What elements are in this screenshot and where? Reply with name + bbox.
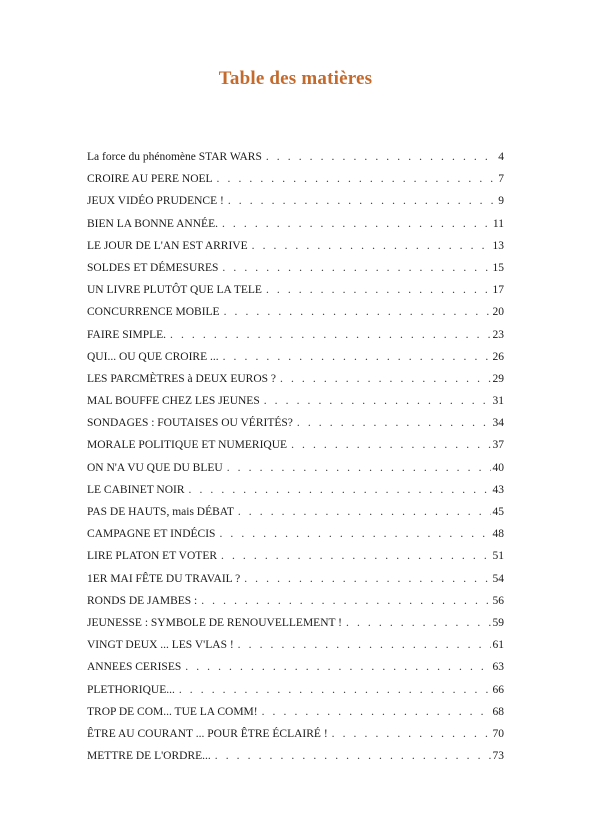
toc-entry-page-number: 48 — [492, 528, 504, 541]
toc-entry-label: BIEN LA BONNE ANNÉE. — [87, 217, 218, 230]
toc-entry-page-number: 31 — [492, 395, 504, 408]
toc-dot-leader — [228, 190, 496, 212]
toc-entry-page-number: 40 — [492, 461, 504, 474]
toc-entry[interactable] — [87, 346, 504, 368]
toc-entry-label: TROP DE COM... TUE LA COMM! — [87, 705, 258, 718]
toc-entry-page-number: 61 — [492, 639, 504, 652]
toc-entry-page-number: 9 — [498, 195, 504, 208]
toc-entry-page-number: 15 — [492, 261, 504, 274]
toc-entry-label: CAMPAGNE ET INDÉCIS — [87, 528, 216, 541]
toc-entry-label: LE JOUR DE L'AN EST ARRIVE — [87, 239, 248, 252]
toc-entry-page-number: 17 — [492, 284, 504, 297]
toc-entry[interactable] — [87, 457, 504, 479]
toc-entry[interactable] — [87, 301, 504, 323]
toc-entry-page-number: 20 — [492, 306, 504, 319]
toc-dot-leader — [252, 235, 491, 257]
toc-entry-label: PLETHORIQUE... — [87, 683, 175, 696]
toc-entry[interactable] — [87, 168, 504, 190]
toc-entry-page-number: 59 — [492, 616, 504, 629]
toc-entry-label: ÊTRE AU COURANT ... POUR ÊTRE ÉCLAIRÉ ! — [87, 727, 328, 740]
toc-entry-label: METTRE DE L'ORDRE... — [87, 750, 211, 763]
toc-title: Table des matières — [218, 68, 373, 89]
toc-entry-label: JEUX VIDÉO PRUDENCE ! — [87, 195, 224, 208]
toc-dot-leader — [222, 213, 491, 235]
toc-entry-page-number: 37 — [492, 439, 504, 452]
toc-entry[interactable] — [87, 324, 504, 346]
toc-entry[interactable] — [87, 545, 504, 567]
toc-entry-label: VINGT DEUX ... LES V'LAS ! — [87, 639, 234, 652]
toc-entry[interactable] — [87, 612, 504, 634]
toc-entry[interactable] — [87, 213, 504, 235]
toc-list — [87, 146, 504, 767]
toc-entry-label: LIRE PLATON ET VOTER — [87, 550, 218, 563]
toc-dot-leader — [297, 412, 491, 434]
toc-entry[interactable] — [87, 257, 504, 279]
toc-entry-label: LE CABINET NOIR — [87, 483, 185, 496]
toc-entry-label: UN LIVRE PLUTÔT QUE LA TELE — [87, 284, 262, 297]
toc-dot-leader — [280, 368, 490, 390]
toc-dot-leader — [189, 479, 491, 501]
toc-dot-leader — [264, 390, 491, 412]
toc-entry-label: ANNEES CERISES — [87, 661, 182, 674]
toc-entry[interactable] — [87, 479, 504, 501]
toc-entry-label: 1ER MAI FÊTE DU TRAVAIL ? — [87, 572, 241, 585]
toc-entry-label: SONDAGES : FOUTAISES OU VÉRITÉS? — [87, 417, 293, 430]
toc-entry-page-number: 66 — [492, 683, 504, 696]
toc-dot-leader — [266, 146, 496, 168]
toc-dot-leader — [227, 457, 491, 479]
toc-entry-page-number: 7 — [498, 173, 504, 186]
toc-entry[interactable] — [87, 723, 504, 745]
toc-entry-page-number: 23 — [492, 328, 504, 341]
toc-dot-leader — [224, 301, 491, 323]
toc-dot-leader — [291, 434, 490, 456]
toc-entry[interactable] — [87, 701, 504, 723]
toc-dot-leader — [222, 257, 490, 279]
toc-entry-label: CROIRE AU PERE NOEL — [87, 173, 213, 186]
toc-dot-leader — [215, 745, 491, 767]
toc-dot-leader — [217, 168, 497, 190]
toc-entry-page-number: 70 — [492, 727, 504, 740]
toc-dot-leader — [346, 612, 490, 634]
toc-entry-label: La force du phénomène STAR WARS — [87, 151, 262, 163]
toc-dot-leader — [179, 679, 491, 701]
toc-entry[interactable] — [87, 679, 504, 701]
toc-entry[interactable] — [87, 235, 504, 257]
toc-entry-page-number: 73 — [492, 750, 504, 763]
toc-entry-label: FAIRE SIMPLE. — [87, 328, 167, 341]
toc-entry[interactable] — [87, 523, 504, 545]
toc-dot-leader — [266, 279, 491, 301]
toc-dot-leader — [185, 656, 490, 678]
toc-entry-page-number: 56 — [492, 594, 504, 607]
toc-entry-label: PAS DE HAUTS, mais DÉBAT — [87, 506, 234, 518]
toc-dot-leader — [262, 701, 491, 723]
toc-entry-label: SOLDES ET DÉMESURES — [87, 261, 219, 274]
toc-dot-leader — [223, 346, 491, 368]
toc-entry[interactable] — [87, 412, 504, 434]
toc-dot-leader — [244, 568, 490, 590]
toc-entry[interactable] — [87, 501, 504, 523]
toc-entry[interactable] — [87, 434, 504, 456]
toc-entry-label: CONCURRENCE MOBILE — [87, 306, 220, 319]
toc-entry-label: LES PARCMÈTRES à DEUX EUROS ? — [87, 372, 277, 385]
toc-entry-page-number: 43 — [492, 483, 504, 496]
toc-entry[interactable] — [87, 146, 504, 168]
toc-dot-leader — [219, 523, 490, 545]
toc-entry[interactable] — [87, 368, 504, 390]
toc-entry[interactable] — [87, 745, 504, 767]
toc-entry-page-number: 26 — [492, 350, 504, 363]
toc-entry-page-number: 45 — [492, 506, 504, 518]
toc-entry-page-number: 63 — [492, 661, 504, 674]
toc-entry-page-number: 11 — [492, 217, 504, 230]
toc-entry-label: ON N'A VU QUE DU BLEU — [87, 461, 223, 474]
toc-dot-leader — [221, 545, 490, 567]
toc-dot-leader — [238, 634, 491, 656]
toc-dot-leader — [238, 501, 491, 523]
toc-entry[interactable] — [87, 590, 504, 612]
toc-entry-label: MORALE POLITIQUE ET NUMERIQUE — [87, 439, 288, 452]
toc-entry-page-number: 68 — [492, 705, 504, 718]
toc-entry-page-number: 51 — [492, 550, 504, 563]
toc-dot-leader — [201, 590, 490, 612]
toc-entry[interactable] — [87, 390, 504, 412]
toc-entry[interactable] — [87, 190, 504, 212]
toc-entry[interactable] — [87, 656, 504, 678]
toc-entry-label: RONDS DE JAMBES : — [87, 594, 198, 607]
toc-entry[interactable] — [87, 279, 504, 301]
toc-entry-page-number: 34 — [492, 417, 504, 430]
toc-entry[interactable] — [87, 568, 504, 590]
toc-entry-page-number: 54 — [492, 572, 504, 585]
toc-entry-page-number: 29 — [492, 372, 504, 385]
toc-entry-label: QUI... OU QUE CROIRE ... — [87, 350, 219, 363]
toc-dot-leader — [332, 723, 491, 745]
toc-entry-label: JEUNESSE : SYMBOLE DE RENOUVELLEMENT ! — [87, 616, 343, 629]
toc-entry-page-number: 4 — [498, 151, 504, 163]
toc-entry-label: MAL BOUFFE CHEZ LES JEUNES — [87, 395, 260, 408]
toc-entry[interactable] — [87, 634, 504, 656]
toc-dot-leader — [170, 324, 490, 346]
toc-entry-page-number: 13 — [492, 239, 504, 252]
